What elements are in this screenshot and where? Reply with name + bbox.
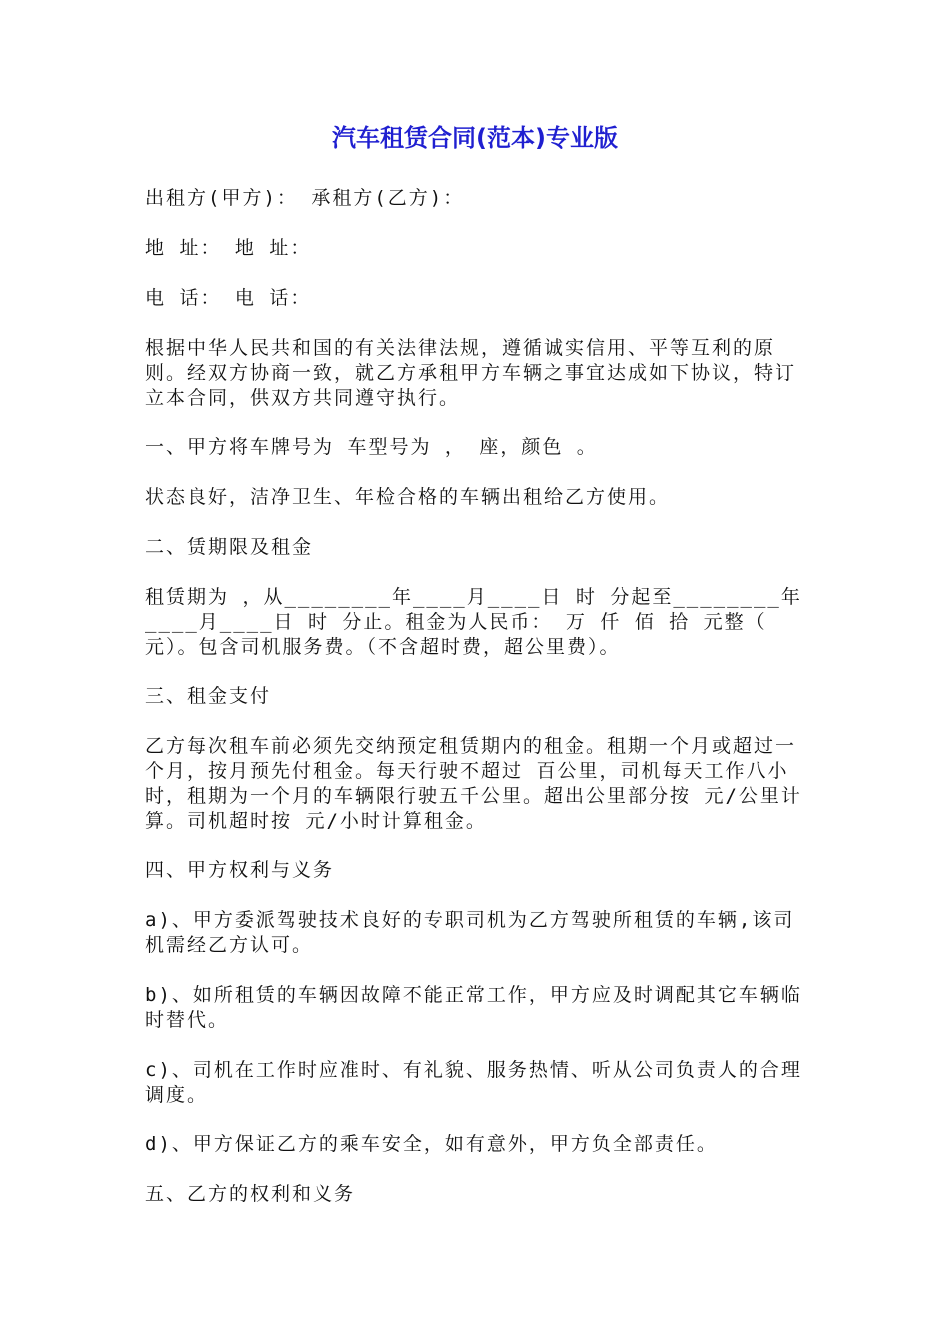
clause-2-heading: 二、赁期限及租金 — [145, 536, 314, 558]
clause-5-heading: 五、乙方的权利和义务 — [145, 1183, 356, 1205]
preamble-paragraph: 根据中华人民共和国的有关法律法规，遵循诚实信用、平等互利的原则。经双方协商一致，就乙方承租甲方车辆之事宜达成如下协议，特订立本合同，供双方共同遵守执行。 — [145, 337, 797, 409]
parties-line: 出租方(甲方)： 承租方(乙方)： — [145, 187, 465, 209]
clause-3-heading: 三、租金支付 — [145, 685, 272, 707]
address-line: 地 址： 地 址： — [145, 237, 312, 259]
clause-4-item-b: b)、如所租赁的车辆因故障不能正常工作，甲方应及时调配其它车辆临时替代。 — [145, 984, 802, 1031]
clause-4-item-a: a)、甲方委派驾驶技术良好的专职司机为乙方驾驶所租赁的车辆,该司机需经乙方认可。 — [145, 909, 795, 956]
clause-3-body: 乙方每次租车前必须先交纳预定租赁期内的租金。租期一个月或超过一个月，按月预先付租金。每天行驶不超过 百公里，司机每天工作八小时，租期为一个月的车辆限行驶五千公里。超出公里部分按 元/公里计算。司机超时按 元/小时计算租金。 — [145, 735, 802, 832]
document-title: 汽车租赁合同(范本)专业版 — [332, 124, 618, 152]
clause-4-heading: 四、甲方权利与义务 — [145, 859, 335, 881]
clause-4-item-d: d)、甲方保证乙方的乘车安全，如有意外，甲方负全部责任。 — [145, 1133, 718, 1155]
clause-1-body: 状态良好，洁净卫生、年检合格的车辆出租给乙方使用。 — [145, 486, 671, 508]
clause-4-item-c: c)、司机在工作时应准时、有礼貌、服务热情、听从公司负责人的合理调度。 — [145, 1059, 802, 1106]
clause-1-heading: 一、甲方将车牌号为 车型号为 ， 座，颜色 。 — [145, 436, 598, 458]
phone-line: 电 话： 电 话： — [145, 287, 312, 309]
clause-2-body: 租赁期为 ，从________年____月____日 时 分起至________年____月____日 时 分止。租金为人民币： 万 仟 佰 拾 元整（ 元）。包含司机服务费。（不含超时费，超公里费）。 — [145, 586, 802, 658]
